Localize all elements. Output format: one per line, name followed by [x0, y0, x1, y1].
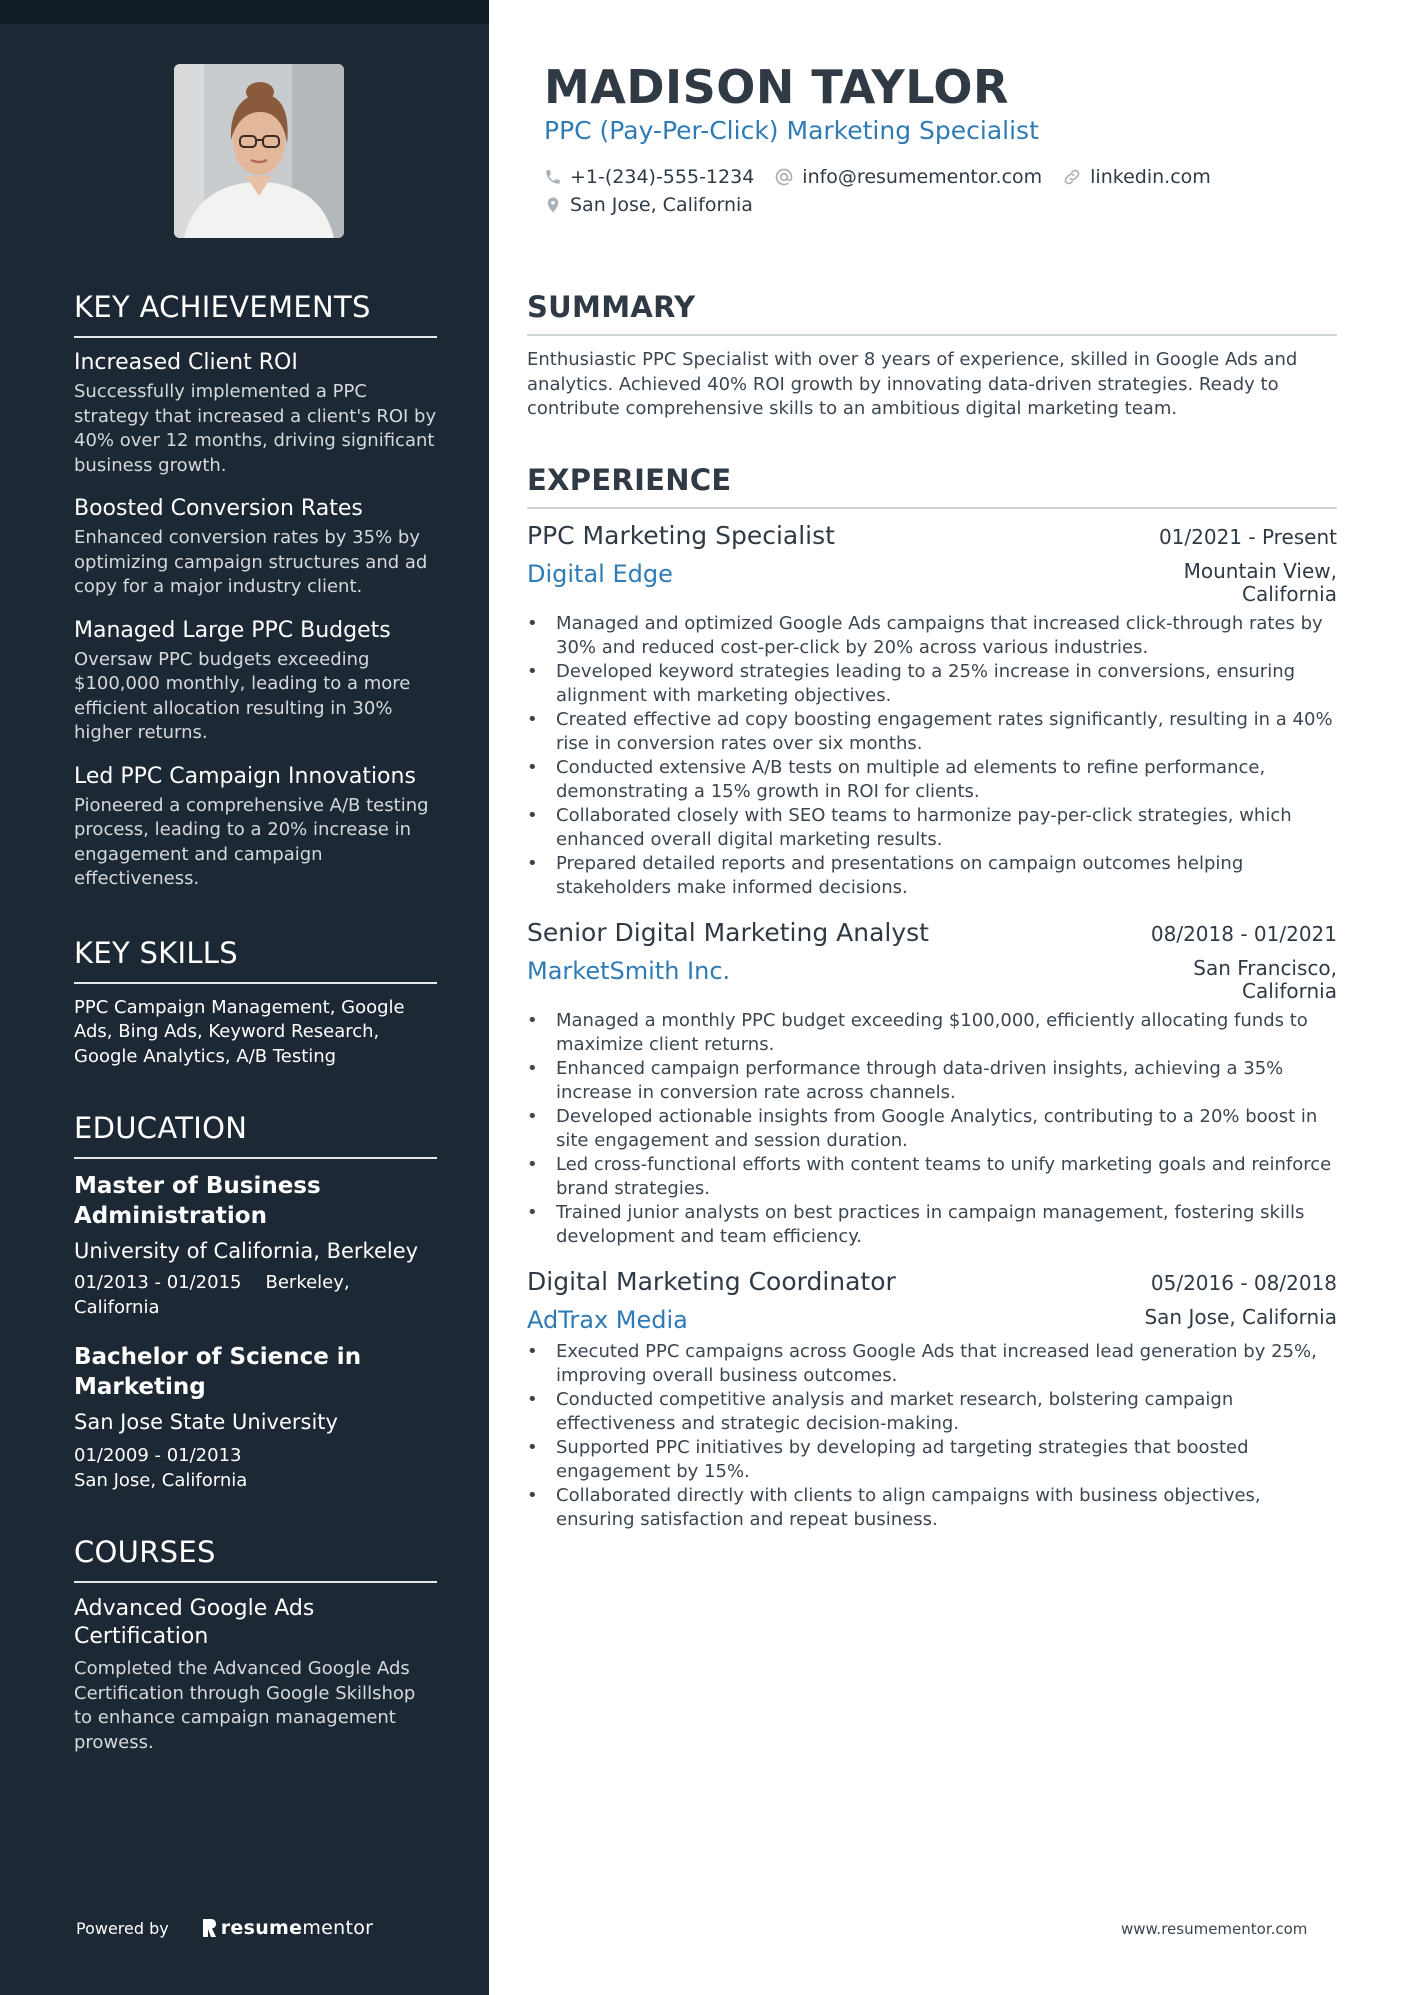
job-bullets [527, 1340, 1337, 1532]
summary-text: Enthusiastic PPC Specialist with over 8 years of experience, skilled in Google Ads and analytics. Achieved 40% ROI growth by innovating data-driven strategies. Ready to contribute comprehensive skills to an ambitious digital marketing team. [527, 349, 1298, 419]
job-bullets [527, 612, 1337, 900]
course-item [74, 1595, 437, 1755]
job-location: San Francisco, California [1193, 956, 1337, 1003]
location-text: San Jose, California [570, 194, 753, 216]
job-title: Senior Digital Marketing Analyst [527, 918, 929, 947]
contact-linkedin[interactable] [1062, 166, 1211, 188]
education-school: San Jose State University [74, 1410, 338, 1434]
job-location: Mountain View, California [1183, 559, 1337, 606]
email-text: info@resumementor.com [802, 166, 1043, 188]
education-degree: Master of Business Administration [74, 1173, 321, 1229]
education-location: Berkeley, California [74, 1272, 350, 1318]
job-entry [527, 918, 1337, 1249]
powered-by-label: Powered by [76, 1918, 169, 1938]
skills-heading: KEY SKILLS [74, 936, 437, 984]
job-bullet: • Managed and optimized Google Ads campaigns that increased click-through rates by 30% and reduced cost-per-click by 20% across various industries. [527, 612, 1337, 660]
job-company: AdTrax Media [527, 1306, 688, 1334]
achievement-text: Oversaw PPC budgets exceeding $100,000 monthly, leading to a more efficient allocation resulting in 30% higher returns. [74, 648, 411, 743]
job-bullet: • Supported PPC initiatives by developing ad targeting strategies that boosted engagement by 15%. [527, 1436, 1337, 1484]
location-pin-icon [544, 195, 562, 215]
footer-url[interactable]: www.resumementor.com [1121, 1920, 1308, 1938]
summary-heading: SUMMARY [527, 290, 1337, 336]
achievement-item [74, 496, 437, 600]
job-bullet: • Conducted extensive A/B tests on multiple ad elements to refine performance, demonstrating a 15% growth in ROI for clients. [527, 756, 1337, 804]
achievement-title: Boosted Conversion Rates [74, 496, 363, 521]
job-entry [527, 1267, 1337, 1532]
job-entry [527, 521, 1337, 900]
achievement-item [74, 764, 437, 892]
job-bullet: • Created effective ad copy boosting engagement rates significantly, resulting in a 40% rise in conversion rates over six months. [527, 708, 1337, 756]
candidate-role: PPC (Pay-Per-Click) Marketing Specialist [544, 116, 1039, 145]
sidebar-content [74, 290, 437, 1755]
job-dates: 01/2021 - Present [1158, 525, 1337, 549]
courses-heading: COURSES [74, 1535, 437, 1583]
job-bullet: • Executed PPC campaigns across Google Ads that increased lead generation by 25%, improving overall business outcomes. [527, 1340, 1337, 1388]
phone-icon [544, 168, 562, 186]
contact-email[interactable] [774, 166, 1042, 188]
job-bullet: • Enhanced campaign performance through data-driven insights, achieving a 35% increase in conversion rate across channels. [527, 1057, 1337, 1105]
achievement-title: Led PPC Campaign Innovations [74, 763, 416, 789]
job-company: Digital Edge [527, 560, 673, 588]
sidebar-top-strip [0, 0, 489, 24]
education-meta [74, 1271, 437, 1320]
education-item [74, 1171, 437, 1320]
phone-text: +1-(234)-555-1234 [570, 166, 755, 188]
achievement-text: Enhanced conversion rates by 35% by optimizing campaign structures and ad copy for a major industry client. [74, 527, 428, 597]
main-content [489, 0, 1410, 1995]
experience-section [527, 463, 1337, 1532]
contact-info [544, 163, 1231, 219]
link-icon [1062, 167, 1082, 187]
job-bullet: • Led cross-functional efforts with content teams to unify marketing goals and reinforce brand strategies. [527, 1153, 1337, 1201]
achievement-text: Successfully implemented a PPC strategy that increased a client's ROI by 40% over 12 months, driving significant business growth. [74, 381, 437, 476]
profile-photo [174, 64, 344, 238]
course-title: Advanced Google Ads Certification [74, 1596, 315, 1649]
education-location: San Jose, California [74, 1469, 248, 1491]
job-bullet: • Collaborated directly with clients to align campaigns with business objectives, ensuring satisfaction and repeat business. [527, 1484, 1337, 1532]
education-school: University of California, Berkeley [74, 1239, 419, 1263]
sidebar [0, 0, 489, 1995]
job-bullet: • Collaborated closely with SEO teams to harmonize pay-per-click strategies, which enhanced overall digital marketing results. [527, 804, 1337, 852]
brand-resume: resume [220, 1917, 303, 1939]
course-text: Completed the Advanced Google Ads Certification through Google Skillshop to enhance campaign management prowess. [74, 1658, 416, 1753]
achievement-title: Managed Large PPC Budgets [74, 617, 391, 643]
contact-phone[interactable] [544, 166, 754, 188]
job-location: San Jose, California [1144, 1305, 1337, 1329]
linkedin-text: linkedin.com [1090, 166, 1211, 188]
experience-heading: EXPERIENCE [527, 463, 1337, 509]
achievement-item [74, 618, 437, 746]
achievement-title: Increased Client ROI [74, 350, 298, 375]
powered-by [76, 1917, 373, 1939]
education-degree: Bachelor of Science in Marketing [74, 1344, 362, 1400]
education-heading: EDUCATION [74, 1111, 437, 1159]
education-item [74, 1342, 437, 1493]
education-dates: 01/2009 - 01/2013 [74, 1445, 242, 1466]
at-icon [774, 167, 794, 187]
job-bullet: • Trained junior analysts on best practices in campaign management, fostering skills development and team efficiency. [527, 1201, 1337, 1249]
resumementor-logo[interactable] [201, 1917, 374, 1939]
candidate-name: MADISON TAYLOR [544, 60, 1009, 114]
brand-mentor: mentor [302, 1917, 374, 1939]
achievements-heading: KEY ACHIEVEMENTS [74, 290, 437, 338]
job-dates: 05/2016 - 08/2018 [1150, 1271, 1337, 1295]
job-bullet: • Developed actionable insights from Google Analytics, contributing to a 20% boost in site engagement and session duration. [527, 1105, 1337, 1153]
skills-list: PPC Campaign Management, Google Ads, Bing Ads, Keyword Research, Google Analytics, A/B Testing [74, 996, 405, 1067]
job-bullet: • Prepared detailed reports and presentations on campaign outcomes helping stakeholders make informed decisions. [527, 852, 1337, 900]
job-bullet: • Developed keyword strategies leading to a 25% increase in conversions, ensuring alignment with marketing objectives. [527, 660, 1337, 708]
summary-section [527, 290, 1337, 422]
education-dates: 01/2013 - 01/2015 [74, 1272, 242, 1293]
contact-location [544, 194, 753, 216]
job-bullet: • Managed a monthly PPC budget exceeding $100,000, efficiently allocating funds to maximize client returns. [527, 1009, 1337, 1057]
job-bullet: • Conducted competitive analysis and market research, bolstering campaign effectiveness and strategic decision-making. [527, 1388, 1337, 1436]
achievement-text: Pioneered a comprehensive A/B testing process, leading to a 20% increase in engagement and campaign effectiveness. [74, 794, 429, 889]
job-company: MarketSmith Inc. [527, 957, 731, 985]
job-bullets [527, 1009, 1337, 1249]
job-title: Digital Marketing Coordinator [527, 1267, 896, 1296]
achievement-item [74, 350, 437, 478]
resumementor-icon [201, 1918, 217, 1938]
job-title: PPC Marketing Specialist [527, 521, 835, 550]
job-dates: 08/2018 - 01/2021 [1150, 922, 1337, 946]
